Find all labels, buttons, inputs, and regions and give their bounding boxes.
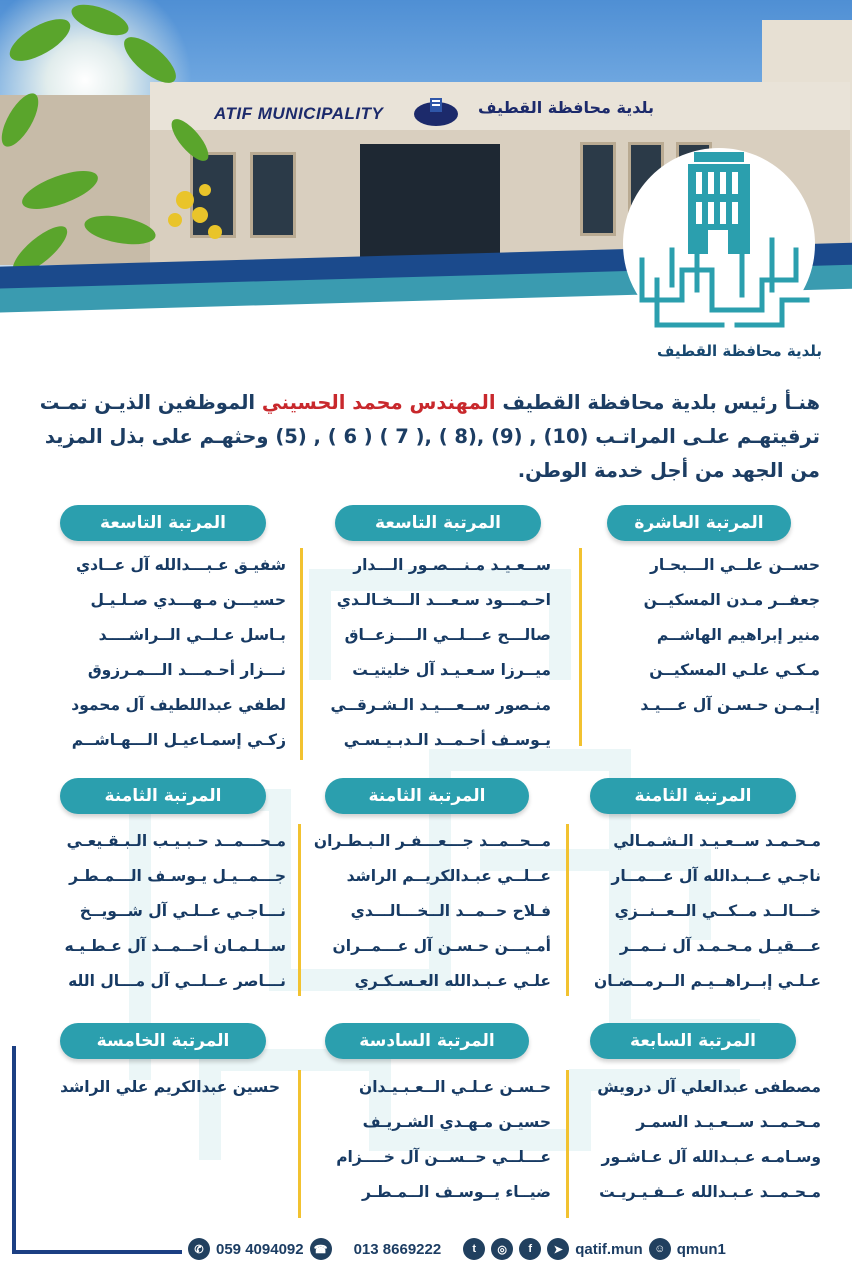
rank-title: المرتبة التاسعة (335, 505, 541, 541)
employee-name: نـــاصر عــلــي آل مـــال الله (68, 972, 286, 990)
employee-name: ســعـيـد مـنـــصـور الـــدار (353, 556, 551, 574)
employee-name: عـــلــي حــســن آل خــــزام (336, 1148, 551, 1166)
employee-name: لطفي عبداللطيف آل محمود (71, 696, 286, 714)
employee-name: مـكـي علـي المسكيــن (649, 661, 820, 679)
employee-name: نـــزار أحـمـــد الـــمـرزوق (87, 661, 286, 679)
employee-name: إيـمـن حـسـن آل عـــيـد (640, 696, 820, 714)
rank-names-5 (30, 1070, 280, 1110)
whatsapp-number[interactable]: 059 4094092 (216, 1240, 304, 1258)
employee-name: مـحـمــد ســعـيـد السمـر (636, 1113, 821, 1131)
employee-name: حـسـن عـلـي الــعـبـيـدان (359, 1078, 551, 1096)
twitter-icon[interactable]: t (463, 1238, 485, 1260)
municipality-sign-logo-icon (412, 94, 460, 132)
rank-title: المرتبة التاسعة (60, 505, 266, 541)
rank-title: المرتبة الثامنة (590, 778, 796, 814)
employee-name: مـحـــمــد حـبـيـب الـبـقـيعـي (66, 832, 286, 850)
employee-name: ناجـي عــبـدالله آل عـــمــار (611, 867, 821, 885)
employee-name: عـــقيـل مـحـمـد آل نــمــر (619, 937, 821, 955)
snapchat-icon[interactable]: ☺ (649, 1238, 671, 1260)
employee-name: جعفــر مـدن المسكيــن (643, 591, 820, 609)
employee-name: عـلـي إبــراهــيـم الــرمــضـان (594, 972, 821, 990)
whatsapp-icon[interactable]: ✆ (188, 1238, 210, 1260)
employee-name: شفيـق عـبـــدالله آل عــادي (75, 556, 286, 574)
employee-name: مـحـمـد ســعـيـد الـشـمـالي (613, 832, 821, 850)
rank-names-7 (566, 1070, 821, 1218)
intro-text-end: الموظفين الذيـن تمـت ترقيتهـم علـى المراتـب (10) , (9) ,(8 ) ,( 7 ) ( 6 ) , (5) وحثهـم على بذل المزيد من الجهد من أجل خدمة الوطن. (39, 391, 820, 482)
rank-names-8b (298, 824, 551, 996)
footer-contacts (188, 1232, 726, 1266)
phone-number[interactable]: 013 8669222 (353, 1240, 442, 1258)
employee-name: حسيـــن مـهـــدي صـلـيـل (90, 591, 286, 609)
employee-name: نـــاجـي عــلـي آل شــويــخ (79, 902, 286, 920)
employee-name: مـحـمــد عـبـدالله عــفـيـريـت (599, 1183, 821, 1201)
employee-name: مــحــمــد جـــعـــفـر الـبـطـران (313, 832, 551, 850)
instagram-icon[interactable]: ◎ (491, 1238, 513, 1260)
corner-accent-horizontal (12, 1250, 182, 1254)
employee-name: خـــالــد مــكــي الــعــنــزي (614, 902, 821, 920)
rank-title: المرتبة الثامنة (325, 778, 529, 814)
telegram-icon[interactable]: ➤ (547, 1238, 569, 1260)
employee-name: وسـامـه عـبـدالله آل عـاشـور (601, 1148, 821, 1166)
social-handle[interactable]: qmun1 (676, 1240, 726, 1258)
employee-name: حسيـن مـهـدي الشـريـف (362, 1113, 551, 1131)
rank-title: المرتبة السادسة (325, 1023, 529, 1059)
employee-name: زكـي إسمـاعيـل الـــهـاشــم (71, 731, 286, 749)
rank-names-9b (40, 548, 286, 760)
employee-name: عــلــي عبـدالكريــم الراشد (346, 867, 551, 885)
rank-names-6 (298, 1070, 551, 1218)
rank-title: المرتبة العاشرة (607, 505, 791, 541)
employee-name: بـاسل عـلــي الــراشــــد (98, 626, 286, 644)
employee-name: ضيــاء يــوسـف الــمـطـر (361, 1183, 551, 1201)
website-handle[interactable]: qatif.mun (575, 1240, 643, 1258)
employee-name: أمـيـــن حـسـن آل عـــمــران (332, 937, 551, 955)
emblem-caption: بلدية محافظة القطيف (656, 342, 822, 360)
employee-name: ســلـمـان أحــمــد آل عـطـيـه (64, 937, 286, 955)
leaves-decoration (0, 0, 240, 300)
sign-english: ATIF MUNICIPALITY (214, 104, 384, 123)
employee-name: ميــرزا سـعـيـد آل خليتيـت (352, 661, 551, 679)
rank-title: المرتبة الثامنة (60, 778, 266, 814)
employee-name: حســن علــي الـــبحـار (649, 556, 820, 574)
employee-name: جـــمــيـل يـوسـف الـــمـطـر (69, 867, 286, 885)
rank-title: المرتبة الخامسة (60, 1023, 266, 1059)
qatif-municipality-emblem-icon (612, 140, 826, 340)
sign-arabic: بلدية محافظة القطيف (478, 98, 655, 117)
employee-name: منـصور ســعـــيـد الـشـرقــي (330, 696, 551, 714)
employee-name: يـوسـف أحـمــد الـدبـيـسـي (343, 731, 551, 749)
rank-names-10 (579, 548, 820, 746)
employee-name: علـي عـبـدالله العـسـكـري (354, 972, 551, 990)
employee-name: فـلاح حــمــد الــخـــالـــدي (350, 902, 551, 920)
employee-name: حسين عبدالكريم علي الراشد (60, 1078, 280, 1096)
intro-text-start: هنـأ رئيس بلدية محافظة القطيف (495, 391, 820, 414)
rank-names-9a (300, 548, 551, 760)
intro-paragraph (20, 386, 820, 488)
employee-name: احـمـــود سـعـــد الـــخـالـدي (336, 591, 551, 609)
corner-accent-vertical (12, 1046, 16, 1254)
intro-highlight-name: المهندس محمد الحسيني (261, 391, 496, 414)
employee-name: صالـــح عـــلــي الــــزعــاق (344, 626, 551, 644)
phone-icon[interactable]: ☎ (310, 1238, 332, 1260)
rank-names-8a (566, 824, 821, 996)
employee-name: مصطفى عبدالعلي آل درويش (597, 1078, 821, 1096)
rank-title: المرتبة السابعة (590, 1023, 796, 1059)
rank-names-8c (40, 824, 286, 996)
facebook-icon[interactable]: f (519, 1238, 541, 1260)
employee-name: منير إبراهيم الهاشــم (656, 626, 820, 644)
